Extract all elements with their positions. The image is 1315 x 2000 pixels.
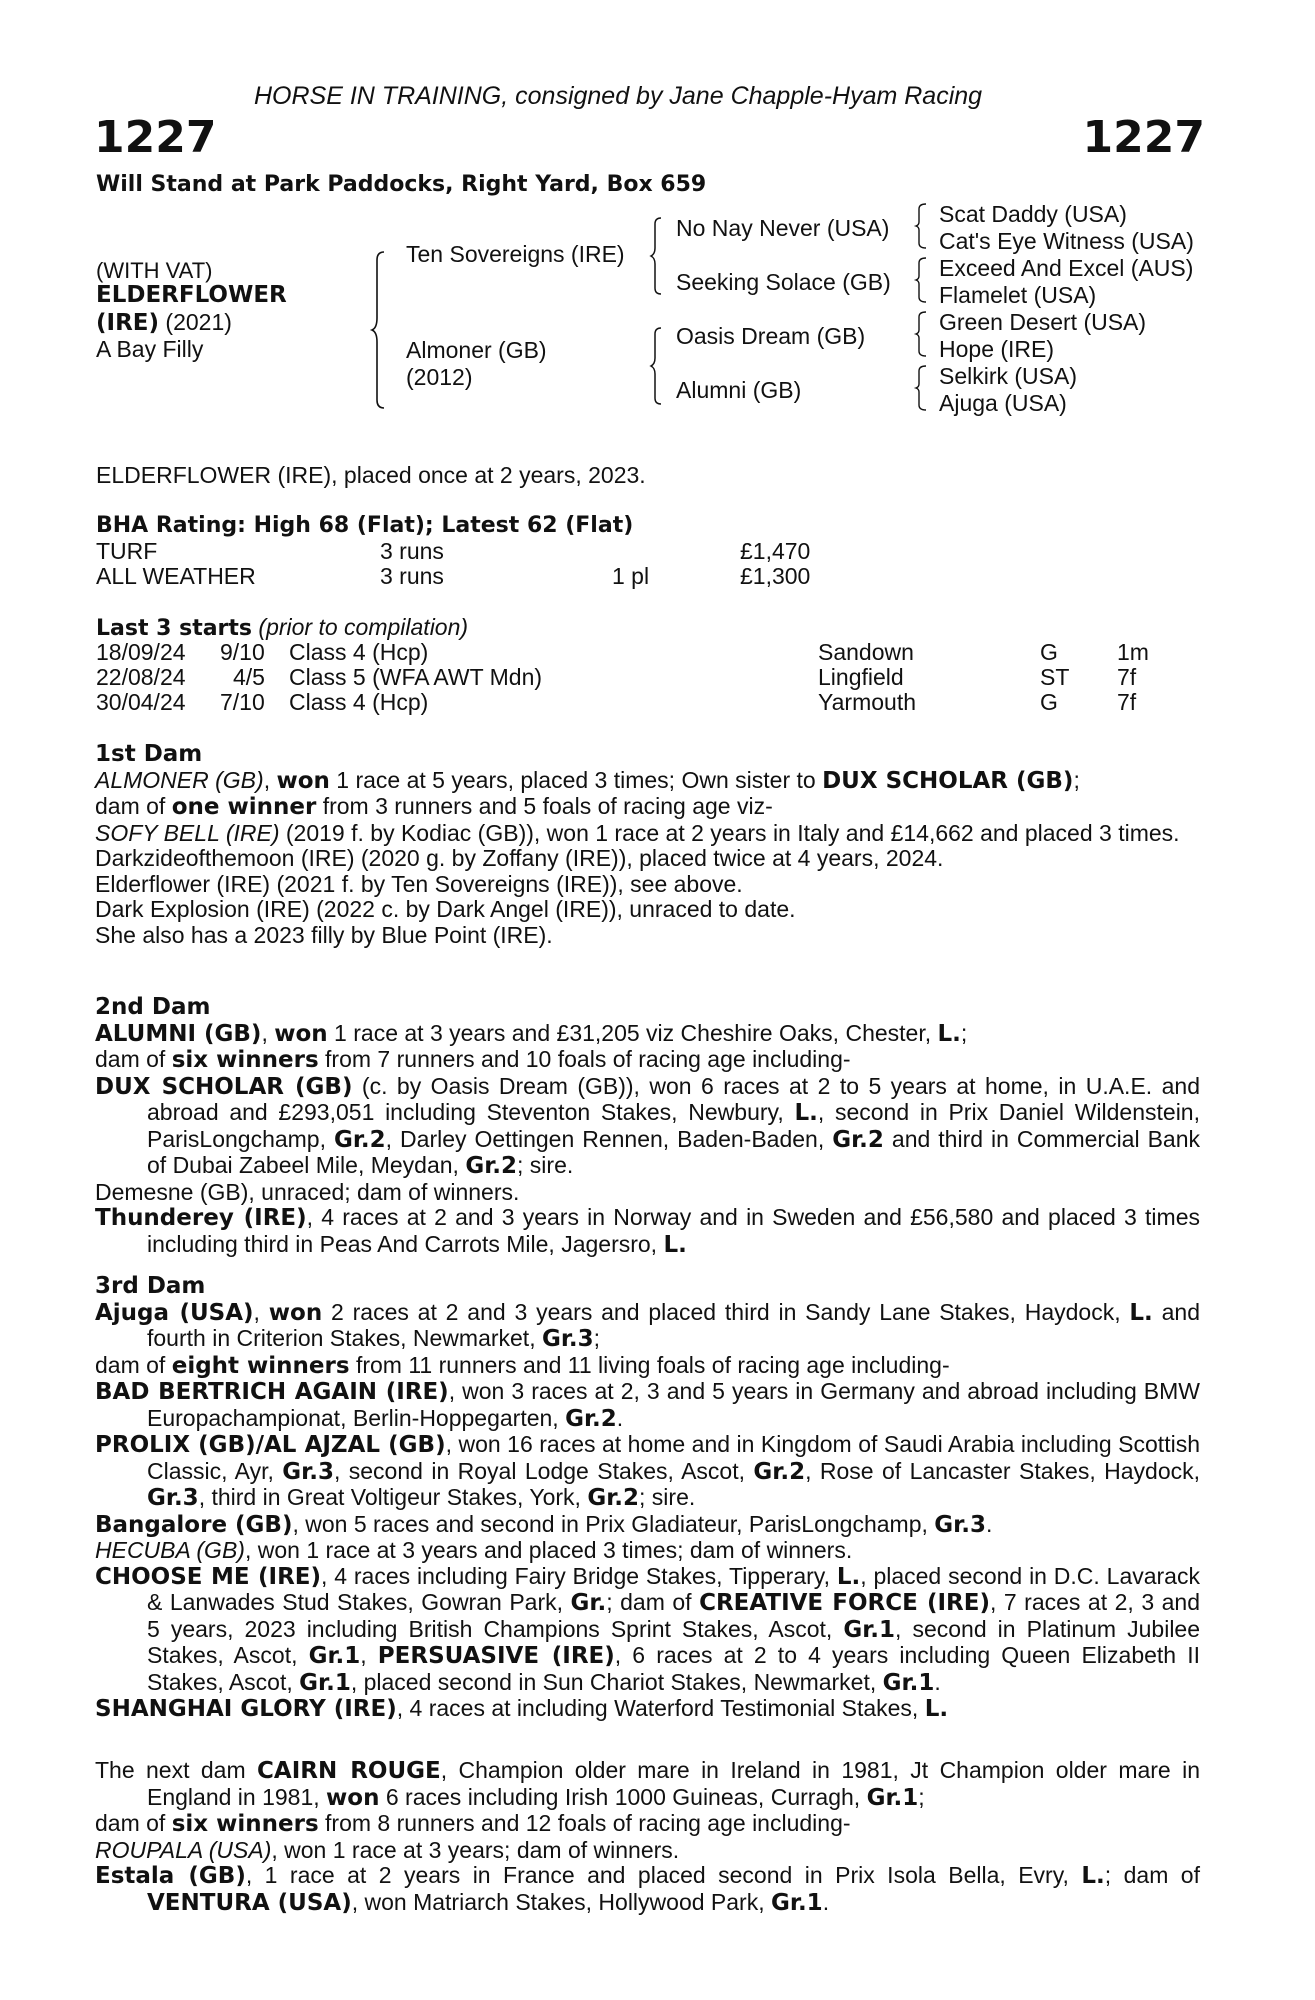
sister-name: DUX SCHOLAR (GB) <box>822 767 1074 794</box>
group-label: Gr.2 <box>753 1458 806 1485</box>
pedigree-brace-g3-4 <box>916 364 928 412</box>
produce-item: Darkzideofthemoon (IRE) (2020 g. by Zoffany (IRE)), placed twice at 4 years, 2024. <box>95 845 944 871</box>
listed-label: L. <box>663 1231 687 1258</box>
won-label: won <box>326 1784 380 1811</box>
vat-label: (WITH VAT) <box>96 258 213 283</box>
next-dam-name: CAIRN ROUGE <box>257 1758 441 1784</box>
punctuation: ; <box>1073 766 1080 793</box>
lot-number-left: 1227 <box>94 112 217 163</box>
group-label: Gr.3 <box>541 1326 594 1352</box>
group-label: Gr.3 <box>282 1458 334 1485</box>
damof-bold: eight winners <box>171 1352 350 1379</box>
produce-name: CHOOSE ME (IRE) <box>95 1563 322 1590</box>
produce-text: , 6 races at 2 to 4 years including Queen Elizabeth II Stakes, Ascot, <box>147 1642 1200 1695</box>
damof-pre: dam of <box>95 1351 172 1378</box>
produce-name: BAD BERTRICH AGAIN (IRE) <box>95 1379 449 1405</box>
produce-name: ROUPALA (USA) <box>95 1836 272 1863</box>
produce-text: ; sire. <box>639 1484 696 1510</box>
group-label: Gr.1 <box>882 1669 935 1696</box>
damof-pre: dam of <box>95 793 172 819</box>
sire-name: Ten Sovereigns (IRE) <box>406 241 625 267</box>
consignor-line: HORSE IN TRAINING, consigned by Jane Chapple-Hyam Racing <box>254 82 983 110</box>
damof-post: from 7 runners and 10 foals of racing age including- <box>318 1046 851 1072</box>
listed-label: L. <box>836 1563 861 1590</box>
third-dam-intro: Ajuga (USA), won 2 races at 2 and 3 years and placed third in Sandy Lane Stakes, Haydock, L. and fourth in Criterion Stakes, Newmarket, Gr.3; <box>95 1298 1201 1352</box>
first-dam-name: ALMONER (GB) <box>95 766 264 793</box>
group-label: Gr.1 <box>771 1889 823 1916</box>
produce-name: SOFY BELL (IRE) <box>95 819 280 846</box>
damof-pre: dam of <box>95 1046 172 1072</box>
pedigree-gen3-1: Scat Daddy (USA) <box>939 201 1127 227</box>
listed-label: L. <box>937 1020 961 1047</box>
punctuation: ; <box>593 1325 601 1351</box>
group-label: Gr.1 <box>299 1669 351 1696</box>
horse-country: (IRE) <box>96 310 160 336</box>
produce-text: , won 16 races at home and in Kingdom of Saudi Arabia including Scottish Classic, Ayr, <box>147 1431 1200 1484</box>
pedigree-brace-g3-1 <box>916 202 928 250</box>
bha-rating: BHA Rating: High 68 (Flat); Latest 62 (Flat) <box>96 513 634 538</box>
start-course-1: Sandown <box>818 639 914 665</box>
start-date-2: 22/08/24 <box>96 664 186 690</box>
won-label: won <box>276 767 330 794</box>
start-date-1: 18/09/24 <box>96 639 186 665</box>
pedigree-gen3-5: Green Desert (USA) <box>939 309 1147 335</box>
listed-label: L. <box>1081 1863 1105 1889</box>
produce-name: CREATIVE FORCE (IRE) <box>699 1590 990 1616</box>
group-label: Gr.2 <box>333 1126 386 1153</box>
produce-choose-me <box>95 1564 1200 1697</box>
pedigree-brace-sire <box>651 216 665 296</box>
last-starts-note: (prior to compilation) <box>258 614 469 640</box>
damof-pre: dam of <box>95 1810 172 1836</box>
race-summary: ELDERFLOWER (IRE), placed once at 2 years, 2023. <box>96 462 646 488</box>
start-race-2: Class 5 (WFA AWT Mdn) <box>289 664 543 690</box>
punctuation: ; <box>918 1783 925 1810</box>
produce-name: VENTURA (USA) <box>147 1889 352 1916</box>
produce-name: PROLIX (GB)/AL AJZAL (GB) <box>95 1432 446 1458</box>
dam-year: (2012) <box>406 364 473 390</box>
pedigree-gen3-3: Exceed And Excel (AUS) <box>939 255 1194 281</box>
horse-year: (2021) <box>165 309 232 335</box>
produce-roupala <box>95 1838 1200 1864</box>
produce-shanghai-glory <box>95 1696 1200 1723</box>
produce-text: , 7 races at 2, 3 and 5 years, 2023 including British Champions Sprint Stakes, Ascot, <box>147 1589 1200 1642</box>
produce-estala <box>95 1863 1200 1916</box>
produce-name: DUX SCHOLAR (GB) <box>95 1073 353 1100</box>
first-dam-intro: ALMONER (GB), won 1 race at 5 years, placed 3 times; Own sister to DUX SCHOLAR (GB); <box>95 766 1080 794</box>
ratings-runs-1: 3 runs <box>380 538 444 564</box>
damof-post: from 3 runners and 5 foals of racing age viz- <box>316 793 773 819</box>
produce-text: , second in Platinum Jubilee Stakes, Ascot, <box>147 1615 1201 1668</box>
produce-text: , 1 race at 2 years in France and placed second in Prix Isola Bella, Evry, <box>245 1862 1082 1888</box>
produce-item <box>95 821 1200 847</box>
produce-name: Estala (GB) <box>95 1863 246 1889</box>
won-label: won <box>274 1020 328 1047</box>
produce-bad-bertrich <box>95 1379 1200 1432</box>
produce-item: Dark Explosion (IRE) (2022 c. by Dark Angel (IRE)), unraced to date. <box>95 896 796 922</box>
third-dam-name: Ajuga (USA) <box>95 1299 254 1326</box>
punctuation: . <box>985 1510 993 1537</box>
pedigree-brace-main <box>372 250 386 410</box>
produce-item: Elderflower (IRE) (2021 f. by Ten Sovereigns (IRE)), see above. <box>95 870 743 897</box>
listed-label: L. <box>924 1696 949 1722</box>
start-pos-3: 7/10 <box>220 689 265 715</box>
third-dam-heading: 3rd Dam <box>95 1273 206 1299</box>
produce-prolix <box>95 1432 1200 1512</box>
produce-text: , 4 races including Fairy Bridge Stakes, Tipperary, <box>321 1562 837 1589</box>
stabling-line: Will Stand at Park Paddocks, Right Yard, Box 659 <box>96 172 707 197</box>
pedigree-gen3-6: Hope (IRE) <box>939 336 1055 362</box>
text: and fourth in Criterion Stakes, Newmarket, <box>147 1298 1201 1351</box>
damof-post: from 8 runners and 12 foals of racing age including- <box>318 1810 851 1836</box>
horse-description: A Bay Filly <box>96 336 204 362</box>
text: 2 races at 2 and 3 years and placed third in Sandy Lane Stakes, Haydock, <box>322 1298 1130 1325</box>
pedigree-brace-dam <box>651 326 665 406</box>
second-dam-name: ALUMNI (GB) <box>95 1020 262 1047</box>
text: 6 races including Irish 1000 Guineas, Curragh, <box>379 1783 867 1810</box>
next-dam-damof <box>95 1811 1200 1838</box>
produce-text: ; dam of <box>606 1589 700 1615</box>
dam-name: Almoner (GB) <box>406 337 547 363</box>
pedigree-brace-g3-2 <box>916 256 928 304</box>
start-dist-2: 7f <box>1117 664 1137 690</box>
punctuation: . <box>934 1668 941 1695</box>
lot-number-right: 1227 <box>1082 112 1205 163</box>
produce-text: , third in Great Voltigeur Stakes, York, <box>198 1484 588 1510</box>
second-dam-damof <box>95 1047 1200 1074</box>
produce-name: HECUBA (GB) <box>95 1537 245 1563</box>
next-dam-intro <box>95 1758 1200 1811</box>
start-dist-3: 7f <box>1117 689 1137 715</box>
produce-text: , won 1 race at 3 years; dam of winners. <box>271 1836 680 1863</box>
pedigree-gen2-3: Oasis Dream (GB) <box>676 323 866 349</box>
group-label: Gr.3 <box>934 1511 986 1538</box>
damof-bold: six winners <box>171 1811 319 1837</box>
first-dam-closing: She also has a 2023 filly by Blue Point (IRE). <box>95 921 553 948</box>
group-label: Gr.1 <box>866 1784 919 1811</box>
start-dist-1: 1m <box>1117 639 1149 665</box>
start-course-2: Lingfield <box>818 664 904 690</box>
second-dam-section <box>95 995 1200 1258</box>
produce-text: , won Matriarch Stakes, Hollywood Park, <box>351 1888 771 1915</box>
pedigree-gen3-7: Selkirk (USA) <box>939 363 1078 389</box>
punctuation: . <box>616 1404 624 1431</box>
damof-bold: six winners <box>171 1047 319 1073</box>
group-label: Gr.1 <box>308 1643 361 1669</box>
produce-dux-scholar <box>95 1074 1200 1180</box>
produce-text: (c. by Oasis Dream (GB)), won 6 races at 2 to 5 years at home, in U.A.E. and abroad and £293,051 including Steventon Stakes, Newbury, <box>147 1072 1200 1125</box>
horse-name: ELDERFLOWER <box>96 282 287 308</box>
second-dam-heading: 2nd Dam <box>95 994 211 1020</box>
produce-text: , won 1 race at 3 years and placed 3 times; dam of winners. <box>244 1537 853 1563</box>
third-dam-damof <box>95 1353 1200 1380</box>
damof-bold: one winner <box>171 794 317 820</box>
pedigree-gen3-4: Flamelet (USA) <box>939 282 1097 308</box>
produce-name: Bangalore (GB) <box>95 1511 293 1538</box>
first-dam-damof <box>95 794 1200 821</box>
ratings-placed-2: 1 pl <box>612 563 650 589</box>
listed-label: L. <box>794 1100 818 1126</box>
produce-name: PERSUASIVE (IRE) <box>377 1643 615 1669</box>
produce-text: , placed second in Sun Chariot Stakes, Newmarket, <box>350 1668 883 1695</box>
produce-bangalore <box>95 1512 1200 1539</box>
start-race-1: Class 4 (Hcp) <box>289 639 429 665</box>
text: The next dam <box>95 1757 258 1783</box>
group-label: Gr. <box>570 1590 607 1616</box>
produce-text: , won 5 races and second in Prix Gladiateur, ParisLongchamp, <box>292 1510 935 1537</box>
produce-demesne: Demesne (GB), unraced; dam of winners. <box>95 1178 520 1205</box>
produce-text: , Rose of Lancaster Stakes, Haydock, <box>805 1457 1200 1484</box>
second-dam-intro: ALUMNI (GB), won 1 race at 3 years and £31,205 viz Cheshire Oaks, Chester, L.; <box>95 1019 968 1047</box>
produce-text: , 4 races at 2 and 3 years in Norway and in Sweden and £56,580 and placed 3 times including third in Peas And Carrots Mile, Jagersro, <box>147 1204 1200 1257</box>
pedigree-gen3-8: Ajuga (USA) <box>939 390 1067 416</box>
produce-thunderey <box>95 1205 1200 1258</box>
start-course-3: Yarmouth <box>818 689 917 715</box>
ratings-surface-2: ALL WEATHER <box>96 563 256 589</box>
start-pos-1: 9/10 <box>220 639 265 665</box>
start-race-3: Class 4 (Hcp) <box>289 689 429 715</box>
damof-post: from 11 runners and 11 living foals of racing age including- <box>349 1351 950 1378</box>
ratings-runs-2: 3 runs <box>380 563 444 589</box>
produce-name: SHANGHAI GLORY (IRE) <box>95 1696 397 1722</box>
produce-text: (2019 f. by Kodiac (GB)), won 1 race at 2 years in Italy and £14,662 and placed 3 times. <box>279 819 1180 846</box>
first-dam-heading: 1st Dam <box>95 741 203 767</box>
pedigree-gen3-2: Cat's Eye Witness (USA) <box>939 228 1194 254</box>
produce-text: ; sire. <box>517 1152 574 1178</box>
ratings-earnings-2: £1,300 <box>740 563 811 589</box>
produce-text: ; dam of <box>1104 1862 1200 1888</box>
punctuation: . <box>822 1888 830 1915</box>
produce-text: , second in Prix Daniel Wildenstein, ParisLongchamp, <box>147 1099 1200 1152</box>
group-label: Gr.3 <box>147 1485 199 1511</box>
start-going-1: G <box>1040 639 1058 665</box>
horse-origin <box>96 311 232 335</box>
ratings-earnings-1: £1,470 <box>740 538 811 564</box>
produce-text: and third in Commercial Bank of Dubai Zabeel Mile, Meydan, <box>147 1125 1200 1178</box>
start-date-3: 30/04/24 <box>96 689 186 715</box>
produce-text: , won 3 races at 2, 3 and 5 years in Germany and abroad including BMW Europachampionat, Berlin-Hoppegarten, <box>147 1378 1200 1431</box>
first-dam-text: 1 race at 5 years, placed 3 times; Own sister to <box>329 766 823 793</box>
produce-text: , second in Royal Lodge Stakes, Ascot, <box>333 1457 754 1484</box>
group-label: Gr.2 <box>587 1485 640 1511</box>
produce-text: , placed second in D.C. Lavarack & Lanwades Stud Stakes, Gowran Park, <box>147 1562 1200 1615</box>
produce-text: , 4 races at including Waterford Testimonial Stakes, <box>396 1695 925 1721</box>
pedigree-gen2-1: No Nay Never (USA) <box>676 215 890 241</box>
pedigree-brace-g3-3 <box>916 310 928 358</box>
last-starts-title: Last 3 starts <box>96 616 253 641</box>
punctuation: ; <box>960 1019 968 1046</box>
text: , Champion older mare in Ireland in 1981, Jt Champion older mare in England in 1981, <box>147 1757 1201 1810</box>
group-label: Gr.2 <box>832 1126 884 1153</box>
punctuation: , <box>360 1642 378 1668</box>
start-going-2: ST <box>1040 664 1070 690</box>
pedigree-gen2-2: Seeking Solace (GB) <box>676 269 891 295</box>
won-label: won <box>268 1299 323 1326</box>
group-label: Gr.1 <box>843 1616 896 1643</box>
listed-label: L. <box>1129 1299 1153 1326</box>
first-dam-section <box>95 742 1200 948</box>
second-dam-text: 1 race at 3 years and £31,205 viz Cheshire Oaks, Chester, <box>327 1019 938 1046</box>
produce-hecuba <box>95 1538 1200 1564</box>
start-going-3: G <box>1040 689 1058 715</box>
last-starts-heading <box>96 616 468 640</box>
produce-name: Thunderey (IRE) <box>95 1205 307 1231</box>
next-dam-section <box>95 1758 1200 1916</box>
pedigree-gen2-4: Alumni (GB) <box>676 377 802 403</box>
group-label: Gr.2 <box>465 1153 518 1179</box>
start-pos-2: 4/5 <box>233 664 265 690</box>
group-label: Gr.2 <box>565 1405 617 1432</box>
third-dam-section <box>95 1274 1200 1723</box>
produce-text: , Darley Oettingen Rennen, Baden-Baden, <box>385 1125 833 1152</box>
ratings-surface-1: TURF <box>96 538 158 564</box>
